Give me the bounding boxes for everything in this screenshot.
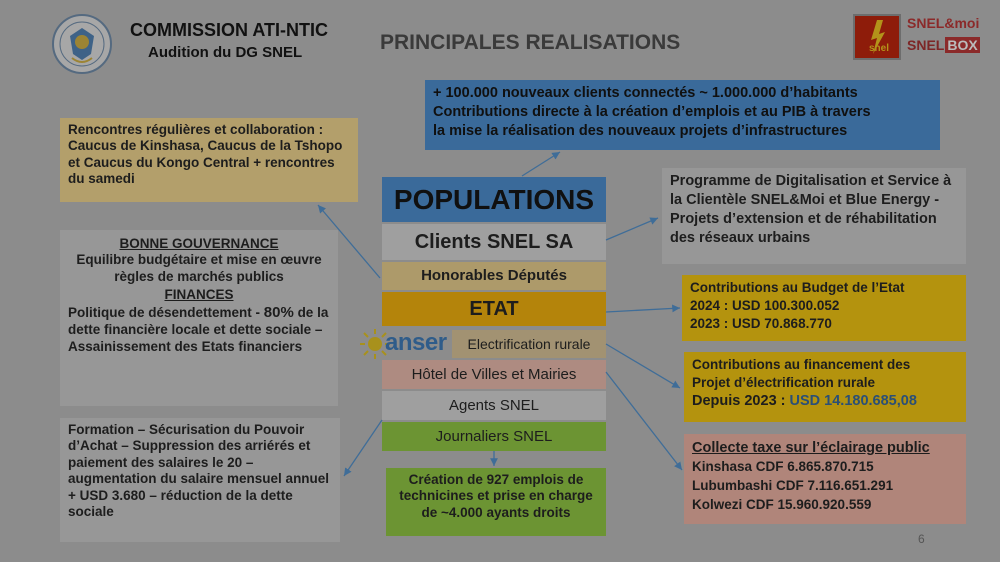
coat-of-arms-logo (52, 14, 112, 74)
snel-moi-brand: SNEL&moi (907, 15, 980, 31)
gouvernance-heading: BONNE GOUVERNANCE (119, 236, 279, 251)
stack-hotel: Hôtel de Villes et Mairies (382, 360, 606, 389)
stack-electrification: Electrification rurale (452, 330, 606, 358)
commission-title: COMMISSION ATI-NTIC (130, 20, 328, 40)
digitalisation-box: Programme de Digitalisation et Service à la Clientèle SNEL&Moi et Blue Energy - Projets d’extension et de réhabilitation des réseaux urbains (662, 168, 966, 264)
finances-heading: FINANCES (164, 287, 234, 303)
taxe-box: Collecte taxe sur l’éclairage public Kinshasa CDF 6.865.870.715 Lubumbashi CDF 7.116.651.291 Kolwezi CDF 15.960.920.559 (684, 434, 966, 524)
stack-agents: Agents SNEL (382, 391, 606, 420)
anser-logo: anser (360, 327, 452, 361)
electrification-financing-box: Contributions au financement des Projet d’électrification rurale Depuis 2023 : USD 14.180.685,08 (684, 352, 966, 422)
nouveaux-clients-box: + 100.000 nouveaux clients connectés ~ 1.000.000 d’habitants Contributions directe à la création d’emplois et au PIB à travers la mise la réalisation des nouveaux projets d’infrastructures (425, 80, 940, 150)
commission-subtitle: Audition du DG SNEL (148, 44, 303, 61)
stack-populations: POPULATIONS (382, 177, 606, 222)
emplois-box: Création de 927 emplois de technicines et prise en charge de ~4.000 ayants droits (386, 468, 606, 536)
stack-deputes: Honorables Députés (382, 262, 606, 290)
page-number: 6 (918, 532, 925, 546)
stack-journaliers: Journaliers SNEL (382, 422, 606, 451)
rencontres-box: Rencontres régulières et collaboration : Caucus de Kinshasa, Caucus de la Tshopo et Caucus du Kongo Central + rencontres du samedi (60, 118, 358, 202)
stack-clients: Clients SNEL SA (382, 224, 606, 260)
formation-box: Formation – Sécurisation du Pouvoir d’Achat – Suppression des arriérés et paiement des salaires le 20 – augmentation du salaire mensuel annuel + USD 3.680 – réduction de la dette sociale (60, 418, 340, 542)
snel-logo: snel (853, 14, 901, 60)
snel-box-brand: SNEL BOX (907, 37, 978, 53)
section-title: PRINCIPALES REALISATIONS (380, 31, 681, 54)
stack-etat: ETAT (382, 292, 606, 326)
budget-box: Contributions au Budget de l’Etat 2024 : USD 100.300.052 2023 : USD 70.868.770 (682, 275, 966, 341)
gouvernance-box: BONNE GOUVERNANCE Equilibre budgétaire et mise en œuvre règles de marchés publics FINANCES Politique de désendettement - 80% de la dette financière locale et dette sociale – Assainissement des Etats financiers (60, 230, 338, 406)
